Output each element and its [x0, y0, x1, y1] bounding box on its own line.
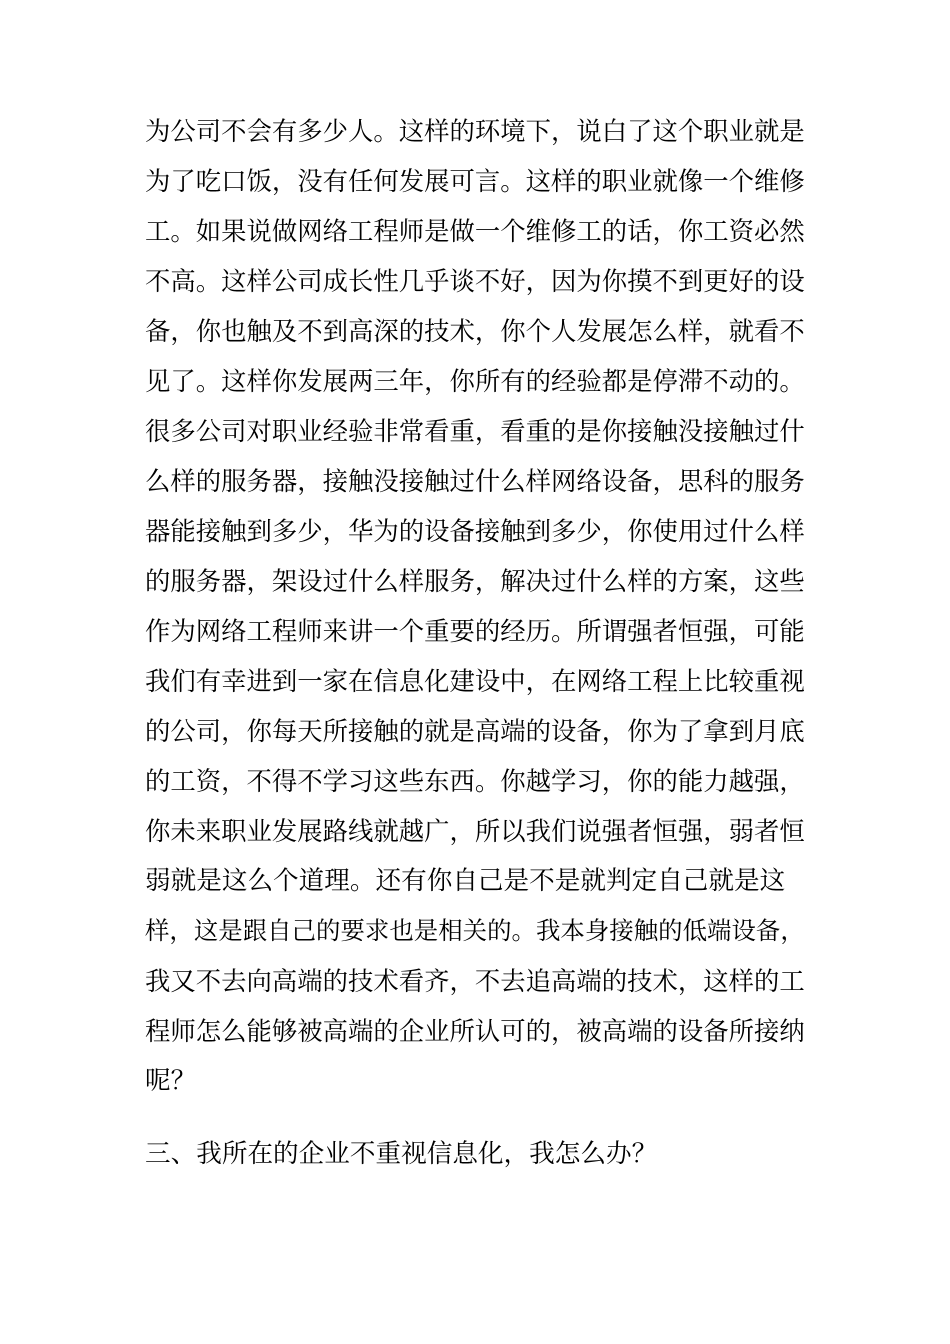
paragraph-line: 作为网络工程师来讲一个重要的经历。所谓强者恒强，可能 [145, 616, 805, 646]
paragraph-line: 为了吃口饭，没有任何发展可言。这样的职业就像一个维修 [145, 166, 805, 196]
paragraph-line: 么样的服务器，接触没接触过什么样网络设备，思科的服务 [145, 466, 805, 496]
paragraph-line: 呢？ [145, 1066, 197, 1096]
paragraph-line: 我又不去向高端的技术看齐，不去追高端的技术，这样的工 [145, 966, 805, 996]
paragraph-line: 器能接触到多少，华为的设备接触到多少，你使用过什么样 [145, 516, 805, 546]
paragraph-line: 我们有幸进到一家在信息化建设中，在网络工程上比较重视 [145, 666, 805, 696]
paragraph-line: 样，这是跟自己的要求也是相关的。我本身接触的低端设备， [145, 916, 805, 945]
paragraph-line: 程师怎么能够被高端的企业所认可的，被高端的设备所接纳 [145, 1016, 805, 1046]
paragraph-line: 见了。这样你发展两三年，你所有的经验都是停滞不动的。 [145, 366, 805, 396]
paragraph-line: 的服务器，架设过什么样服务，解决过什么样的方案，这些 [145, 566, 805, 596]
paragraph-line: 很多公司对职业经验非常看重，看重的是你接触没接触过什 [145, 416, 805, 446]
paragraph-line: 的工资，不得不学习这些东西。你越学习，你的能力越强， [145, 766, 805, 796]
paragraph-line: 你未来职业发展路线就越广，所以我们说强者恒强，弱者恒 [145, 816, 805, 846]
section-heading: 三、我所在的企业不重视信息化，我怎么办？ [145, 1139, 658, 1169]
paragraph-line: 工。如果说做网络工程师是做一个维修工的话，你工资必然 [145, 216, 805, 246]
paragraph-line: 为公司不会有多少人。这样的环境下，说白了这个职业就是 [145, 116, 805, 146]
paragraph-line: 备，你也触及不到高深的技术，你个人发展怎么样，就看不 [145, 316, 805, 346]
paragraph-line: 弱就是这么个道理。还有你自己是不是就判定自己就是这 [145, 866, 786, 896]
paragraph-line: 不高。这样公司成长性几乎谈不好，因为你摸不到更好的设 [145, 266, 805, 296]
paragraph-line: 的公司，你每天所接触的就是高端的设备，你为了拿到月底 [145, 716, 805, 746]
